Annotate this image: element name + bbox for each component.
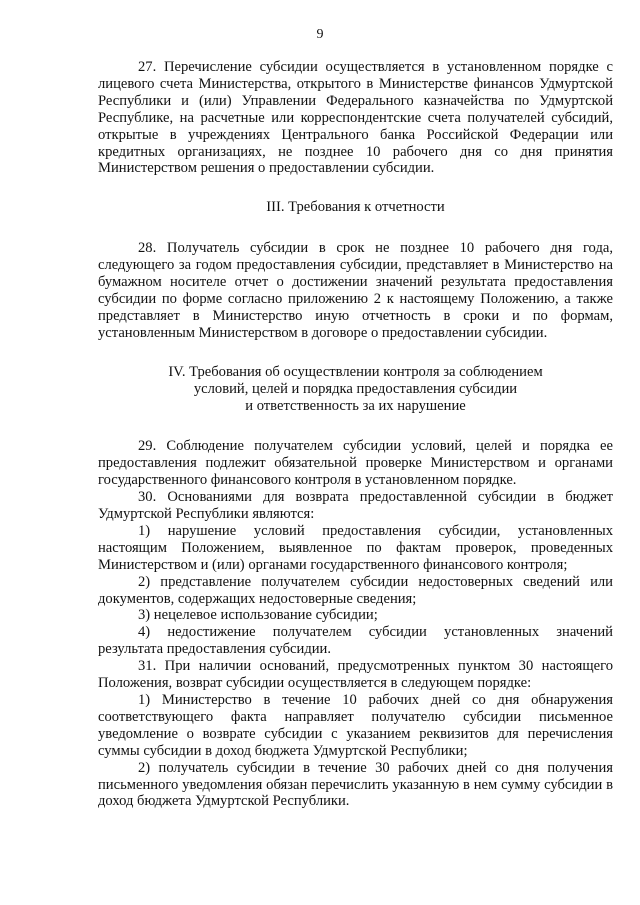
paragraph-30-item-2: 2) представление получателем субсидии недостоверных сведений или документов, содержащих недостоверные сведения;	[98, 573, 613, 607]
paragraph-31-item-2: 2) получатель субсидии в течение 30 рабочих дней со дня получения письменного уведомления обязан перечислить указанную в нем сумму субсидии в доход бюджета Удмуртской Республики.	[98, 759, 613, 810]
paragraph-28: 28. Получатель субсидии в срок не позднее 10 рабочего дня года, следующего за годом предоставления субсидии, представляет в Министерство на бумажном носителе отчет о достижении значений результата предоставления субсидии по форме согласно приложению 2 к настоящему Положению, а также представляет в Министерство иную отчетность в сроки и по формам, установленным Министерством в договоре о предоставлении субсидии.	[98, 240, 613, 341]
page-number: 9	[316, 27, 324, 42]
section-heading-iv-line-3: и ответственность за их нарушение	[245, 397, 466, 414]
paragraph-30-item-4: 4) недостижение получателем субсидии установленных значений результата предоставления субсидии.	[98, 624, 613, 658]
paragraph-27: 27. Перечисление субсидии осуществляется в установленном порядке с лицевого счета Министерства, открытого в Министерстве финансов Удмуртской Республики и (или) Управлении Федерального казначейства по Удмуртской Республике, на расчетные или корреспондентские счета получателей субсидий, открытые в учреждениях Центрального банка Российской Федерации или кредитных организациях, не позднее 10 рабочего дня со дня принятия Министерством решения о предоставлении субсидии.	[98, 59, 613, 177]
paragraph-30-item-3: 3) нецелевое использование субсидии;	[138, 607, 378, 624]
section-heading-iv-line-1: IV. Требования об осуществлении контроля за соблюдением	[168, 363, 543, 380]
paragraph-31: 31. При наличии оснований, предусмотренных пунктом 30 настоящего Положения, возврат субсидии осуществляется в следующем порядке:	[98, 658, 613, 692]
paragraph-29: 29. Соблюдение получателем субсидии условий, целей и порядка ее предоставления подлежит обязательной проверке Министерством и органами государственного финансового контроля в установленном порядке.	[98, 438, 613, 489]
paragraph-30-item-1: 1) нарушение условий предоставления субсидии, установленных настоящим Положением, выявленное по фактам проверок, проведенных Министерством и (или) органами государственного финансового контроля;	[98, 522, 613, 573]
paragraph-31-item-1: 1) Министерство в течение 10 рабочих дней со дня обнаружения соответствующего факта направляет получателю субсидии письменное уведомление о возврате субсидии с указанием реквизитов для перечисления суммы субсидии в доход бюджета Удмуртской Республики;	[98, 692, 613, 759]
section-heading-iii: III. Требования к отчетности	[266, 199, 445, 216]
section-heading-iv-line-2: условий, целей и порядка предоставления субсидии	[193, 380, 518, 397]
section-heading-iv	[98, 364, 613, 415]
document-body	[98, 59, 613, 810]
paragraph-30: 30. Основаниями для возврата предоставленной субсидии в бюджет Удмуртской Республики являются:	[98, 489, 613, 523]
